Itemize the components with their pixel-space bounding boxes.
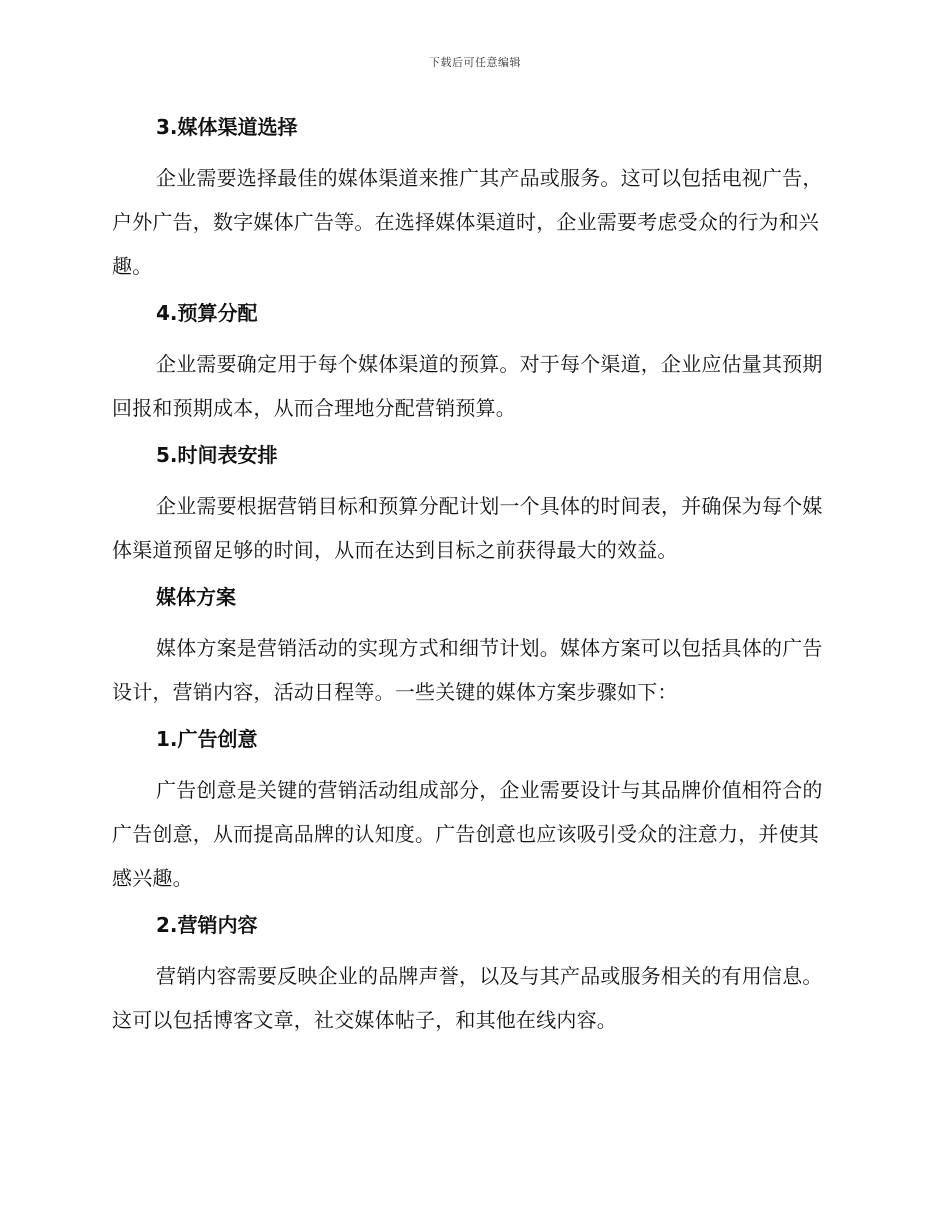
section-paragraph-media-plan: 媒体方案是营销活动的实现方式和细节计划。媒体方案可以包括具体的广告设计，营销内容，活动日程等。一些关键的媒体方案步骤如下：: [112, 636, 823, 704]
section-paragraph-budget: 企业需要确定用于每个媒体渠道的预算。对于每个渠道，企业应估量其预期回报和预期成本，从而合理地分配营销预算。: [112, 352, 823, 420]
section-paragraph-schedule: 企业需要根据营销目标和预算分配计划一个具体的时间表，并确保为每个媒体渠道预留足够的时间，从而在达到目标之前获得最大的效益。: [112, 494, 823, 562]
section-heading-media-channel: 3.媒体渠道选择: [156, 115, 298, 139]
section-heading-budget: 4.预算分配: [156, 301, 258, 325]
section-paragraph-media-channel: 企业需要选择最佳的媒体渠道来推广其产品或服务。这可以包括电视广告，户外广告，数字媒体广告等。在选择媒体渠道时，企业需要考虑受众的行为和兴趣。: [112, 166, 823, 278]
section-heading-media-plan: 媒体方案: [156, 585, 236, 609]
section-heading-ad-creative: 1.广告创意: [156, 727, 258, 751]
document-body: [112, 110, 832, 1050]
section-heading-marketing-content: 2.营销内容: [156, 913, 258, 937]
section-heading-schedule: 5.时间表安排: [156, 443, 278, 467]
section-paragraph-ad-creative: 广告创意是关键的营销活动组成部分，企业需要设计与其品牌价值相符合的广告创意，从而提高品牌的认知度。广告创意也应该吸引受众的注意力，并使其感兴趣。: [112, 778, 823, 890]
section-paragraph-marketing-content: 营销内容需要反映企业的品牌声誉，以及与其产品或服务相关的有用信息。这可以包括博客文章，社交媒体帖子，和其他在线内容。: [112, 964, 823, 1032]
page-header: 下载后可任意编辑: [429, 56, 521, 69]
